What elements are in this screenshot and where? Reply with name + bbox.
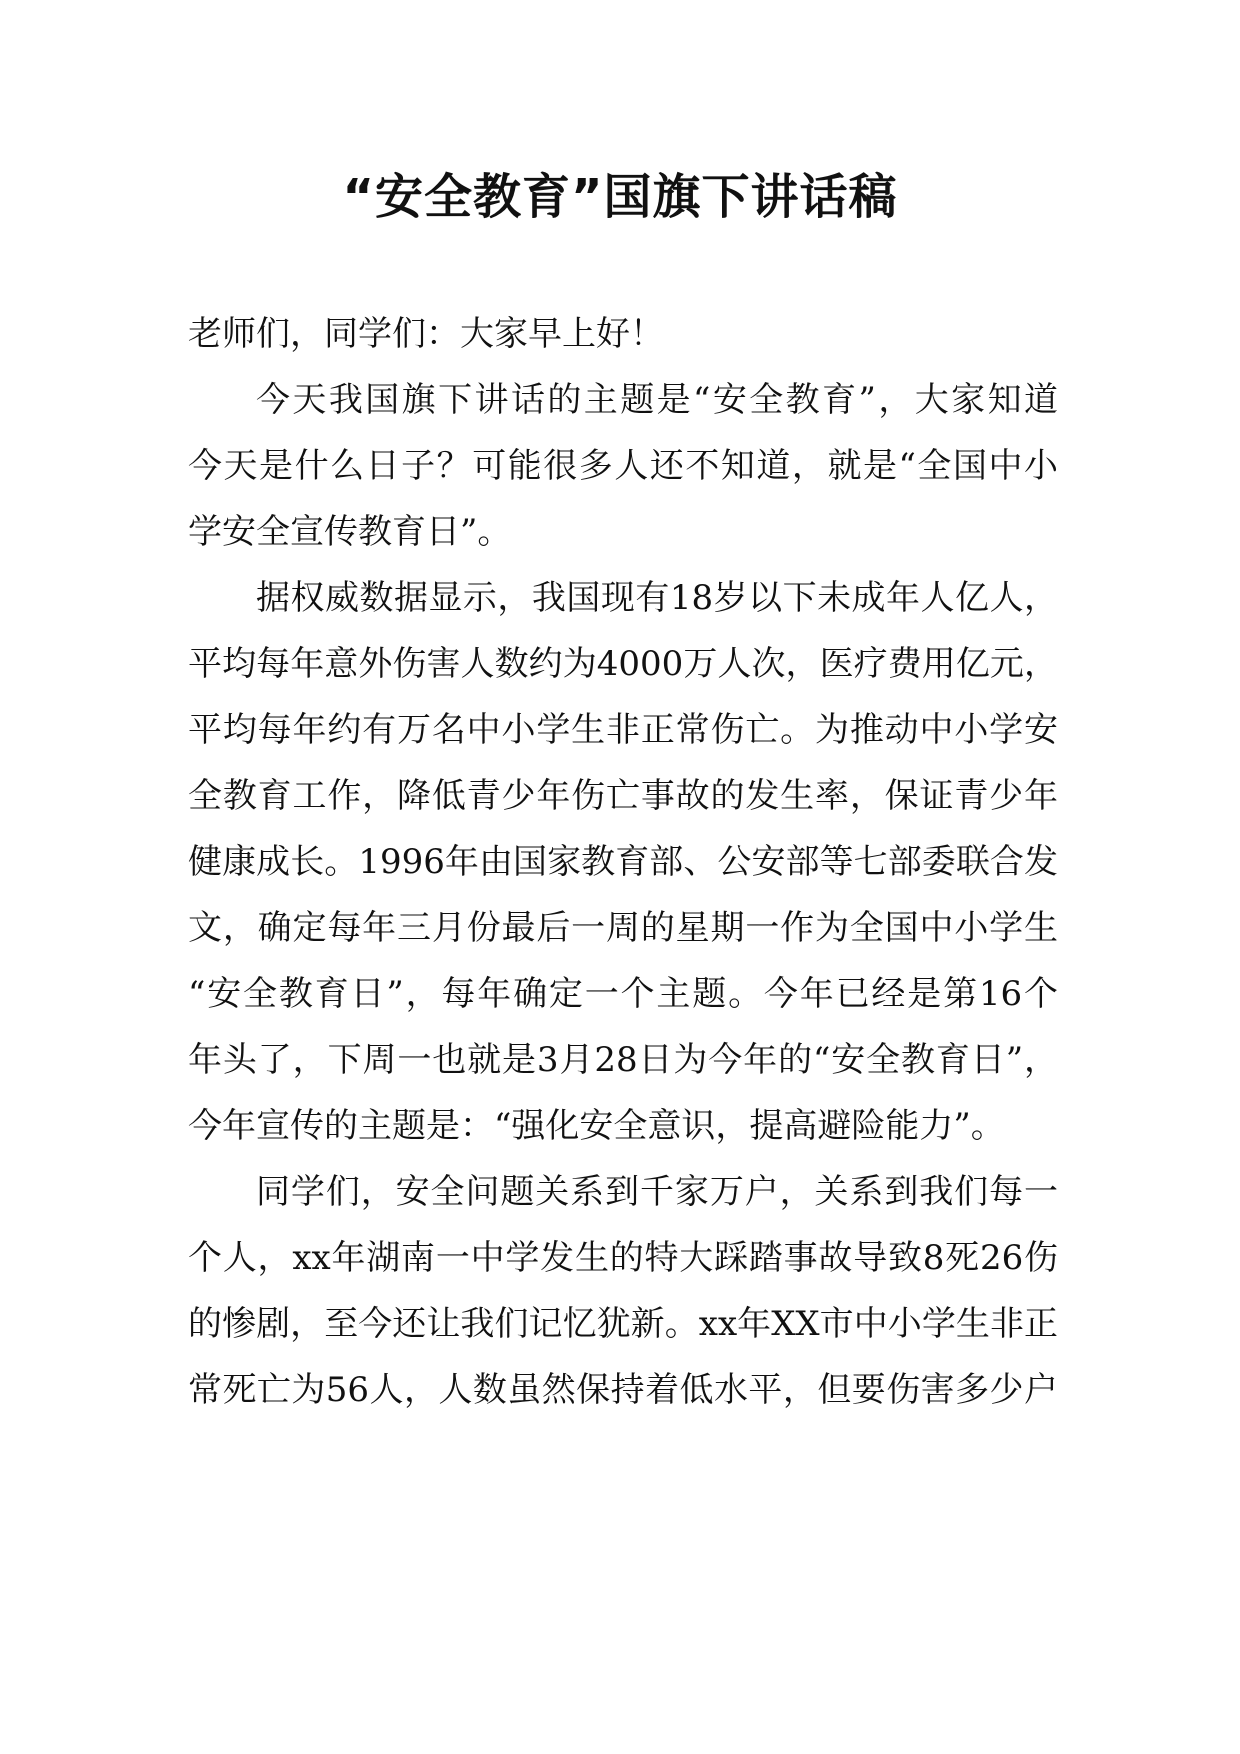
text-line: 文，确定每年三月份最后一周的星期一作为全国中小学生 [188,908,1058,948]
text-line: 年头了，下周一也就是3月28日为今年的“安全教育日”， [188,1040,1058,1080]
text-line: 今天我国旗下讲话的主题是“安全教育”，大家知道 [256,380,1058,420]
text-line: 的惨剧，至今还让我们记忆犹新。xx年XX市中小学生非正 [188,1304,1058,1344]
text-line: 个人，xx年湖南一中学发生的特大踩踏事故导致8死26伤 [188,1238,1058,1278]
text-line: 全教育工作，降低青少年伤亡事故的发生率，保证青少年 [188,776,1058,816]
text-line: 平均每年约有万名中小学生非正常伤亡。为推动中小学安 [188,710,1058,750]
text-line: 今天是什么日子？可能很多人还不知道，就是“全国中小 [188,446,1058,486]
text-line: 学安全宣传教育日”。 [188,512,512,552]
text-line: 健康成长。1996年由国家教育部、公安部等七部委联合发 [188,842,1058,882]
text-line: 常死亡为56人，人数虽然保持着低水平，但要伤害多少户 [188,1370,1058,1410]
text-line: “安全教育日”，每年确定一个主题。今年已经是第16个 [188,974,1058,1014]
document-title: “安全教育”国旗下讲话稿 [342,169,898,225]
text-line: 据权威数据显示，我国现有18岁以下未成年人亿人， [256,578,1058,618]
text-line: 同学们，安全问题关系到千家万户，关系到我们每一 [256,1172,1058,1212]
text-line-greeting: 老师们，同学们：大家早上好！ [188,314,664,354]
text-line: 平均每年意外伤害人数约为4000万人次，医疗费用亿元， [188,644,1058,684]
text-line: 今年宣传的主题是：“强化安全意识，提高避险能力”。 [188,1106,1005,1146]
